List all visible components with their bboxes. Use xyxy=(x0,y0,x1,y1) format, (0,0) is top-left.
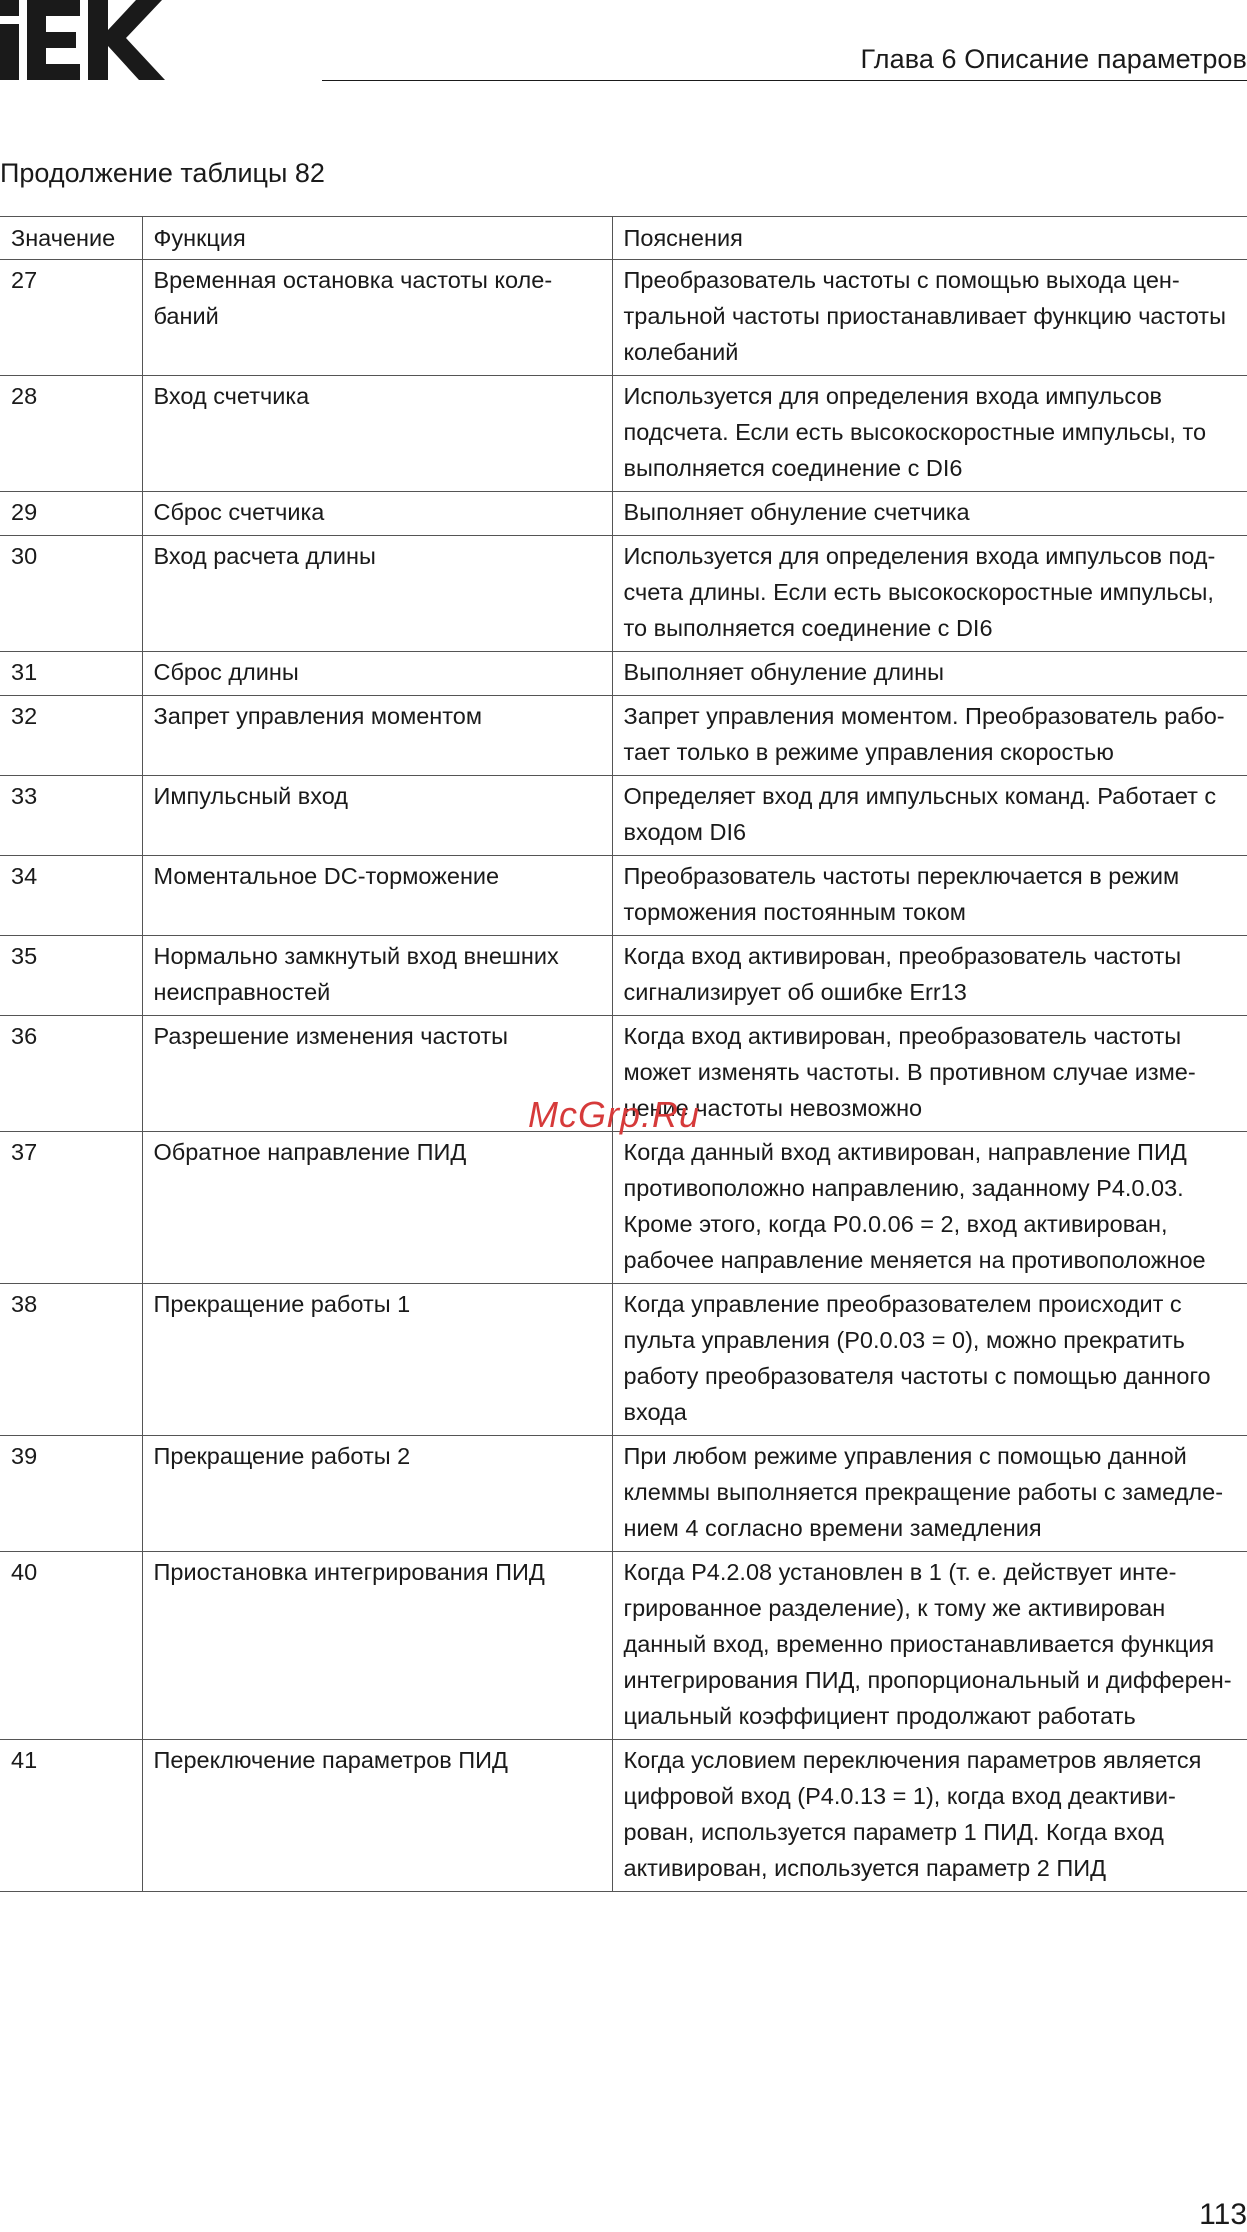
cell-note: Когда управление преобразователем происходит с пульта управления (P0.0.03 = 0), можно прекратить работу преобразователя частоты с помощью данного входа xyxy=(612,1284,1247,1436)
cell-value: 30 xyxy=(0,536,142,652)
iek-logo xyxy=(0,0,170,80)
cell-note: Преобразователь частоты с помощью выхода цен-тральной частоты приостанавливает функцию частоты колебаний xyxy=(612,260,1247,376)
column-header-value: Значение xyxy=(0,217,142,260)
cell-function: Импульсный вход xyxy=(142,776,612,856)
table-row xyxy=(0,652,1247,696)
cell-function: Вход расчета длины xyxy=(142,536,612,652)
cell-note: Когда условием переключения параметров является цифровой вход (P4.0.13 = 1), когда вход деактиви-рован, используется параметр 1 ПИД. Когда вход активирован, используется параметр 2 ПИД xyxy=(612,1740,1247,1892)
cell-function: Прекращение работы 2 xyxy=(142,1436,612,1552)
table-row xyxy=(0,1552,1247,1740)
cell-note: Преобразователь частоты переключается в режим торможения постоянным током xyxy=(612,856,1247,936)
column-header-function: Функция xyxy=(142,217,612,260)
cell-note: Выполняет обнуление счетчика xyxy=(612,492,1247,536)
cell-function: Моментальное DC-торможение xyxy=(142,856,612,936)
cell-value: 34 xyxy=(0,856,142,936)
cell-function: Нормально замкнутый вход внешних неисправностей xyxy=(142,936,612,1016)
cell-value: 37 xyxy=(0,1132,142,1284)
table-row xyxy=(0,1436,1247,1552)
cell-value: 32 xyxy=(0,696,142,776)
cell-note: Когда вход активирован, преобразователь частоты может изменять частоты. В противном случае изме-нение частоты невозможно xyxy=(612,1016,1247,1132)
cell-note: Запрет управления моментом. Преобразователь рабо-тает только в режиме управления скоростью xyxy=(612,696,1247,776)
table-caption: Продолжение таблицы 82 xyxy=(0,158,325,188)
table-row xyxy=(0,492,1247,536)
cell-function: Сброс счетчика xyxy=(142,492,612,536)
cell-value: 27 xyxy=(0,260,142,376)
cell-value: 29 xyxy=(0,492,142,536)
cell-note: Выполняет обнуление длины xyxy=(612,652,1247,696)
cell-note: Когда данный вход активирован, направление ПИД противоположно направлению, заданному P4.0.03. Кроме этого, когда P0.0.06 = 2, вход активирован, рабочее направление меняется на противоположное xyxy=(612,1132,1247,1284)
cell-function: Вход счетчика xyxy=(142,376,612,492)
cell-function: Обратное направление ПИД xyxy=(142,1132,612,1284)
table-row xyxy=(0,696,1247,776)
cell-function: Запрет управления моментом xyxy=(142,696,612,776)
page-number: 113 xyxy=(1199,2198,1247,2231)
cell-note: При любом режиме управления с помощью данной клеммы выполняется прекращение работы с замедле-нием 4 согласно времени замедления xyxy=(612,1436,1247,1552)
column-header-note: Пояснения xyxy=(612,217,1247,260)
cell-note: Когда вход активирован, преобразователь частоты сигнализирует об ошибке Err13 xyxy=(612,936,1247,1016)
parameters-table xyxy=(0,216,1247,1892)
cell-note: Когда P4.2.08 установлен в 1 (т. е. действует инте-грированное разделение), к тому же активирован данный вход, временно приостанавливается функция интегрирования ПИД, пропорциональный и дифферен-циальный коэффициент продолжают работать xyxy=(612,1552,1247,1740)
table-row xyxy=(0,1132,1247,1284)
cell-value: 35 xyxy=(0,936,142,1016)
cell-value: 33 xyxy=(0,776,142,856)
chapter-title: Глава 6 Описание параметров xyxy=(860,44,1247,74)
cell-value: 28 xyxy=(0,376,142,492)
cell-note: Используется для определения входа импульсов под-счета длины. Если есть высокоскоростные импульсы, то выполняется соединение с DI6 xyxy=(612,536,1247,652)
table-row xyxy=(0,536,1247,652)
cell-function: Переключение параметров ПИД xyxy=(142,1740,612,1892)
cell-note: Используется для определения входа импульсов подсчета. Если есть высокоскоростные импульсы, то выполняется соединение с DI6 xyxy=(612,376,1247,492)
cell-value: 36 xyxy=(0,1016,142,1132)
cell-note: Определяет вход для импульсных команд. Работает с входом DI6 xyxy=(612,776,1247,856)
cell-value: 38 xyxy=(0,1284,142,1436)
cell-value: 41 xyxy=(0,1740,142,1892)
cell-function: Прекращение работы 1 xyxy=(142,1284,612,1436)
table-row xyxy=(0,1284,1247,1436)
cell-value: 40 xyxy=(0,1552,142,1740)
cell-function: Сброс длины xyxy=(142,652,612,696)
watermark: McGrp.Ru xyxy=(528,1094,701,1135)
table-row xyxy=(0,260,1247,376)
header-divider xyxy=(322,80,1247,81)
cell-function: Разрешение изменения частоты xyxy=(142,1016,612,1132)
cell-function: Временная остановка частоты коле-баний xyxy=(142,260,612,376)
table-header-row xyxy=(0,217,1247,260)
table-row xyxy=(0,1740,1247,1892)
table-row xyxy=(0,936,1247,1016)
cell-value: 39 xyxy=(0,1436,142,1552)
table-row xyxy=(0,856,1247,936)
table-row xyxy=(0,376,1247,492)
cell-value: 31 xyxy=(0,652,142,696)
cell-function: Приостановка интегрирования ПИД xyxy=(142,1552,612,1740)
table-row xyxy=(0,776,1247,856)
